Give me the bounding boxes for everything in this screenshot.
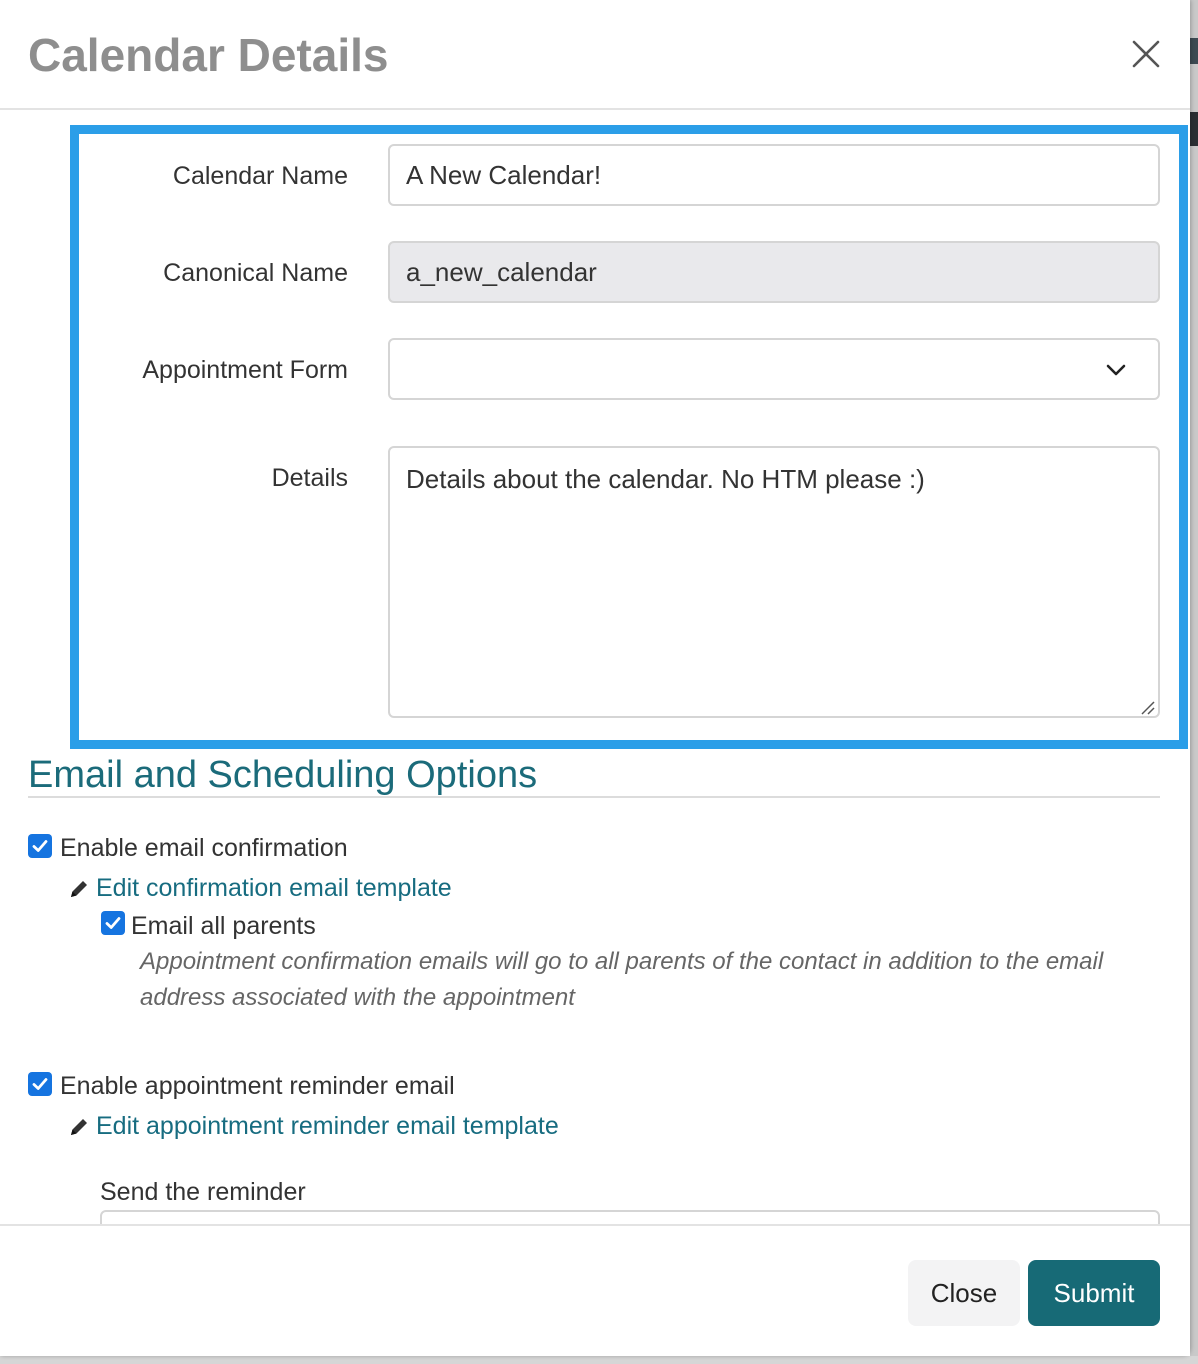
submit-button[interactable]: Submit — [1028, 1260, 1160, 1326]
edit-confirmation-template-link[interactable]: Edit confirmation email template — [96, 874, 452, 902]
enable-reminder-label[interactable]: Enable appointment reminder email — [60, 1072, 455, 1100]
email-all-parents-checkbox[interactable] — [101, 911, 125, 935]
backdrop-fragment — [1190, 38, 1198, 64]
appointment-form-label: Appointment Form — [142, 356, 348, 384]
pencil-icon — [68, 878, 90, 900]
enable-reminder-checkbox[interactable] — [28, 1072, 52, 1096]
chevron-down-icon — [1104, 358, 1128, 382]
calendar-name-label: Calendar Name — [172, 162, 348, 190]
close-icon[interactable] — [1126, 34, 1166, 74]
checkbox-checked-icon — [31, 837, 49, 855]
email-all-parents-label[interactable]: Email all parents — [131, 912, 316, 940]
section-heading: Email and Scheduling Options — [28, 754, 538, 796]
send-reminder-label: Send the reminder — [100, 1178, 306, 1206]
enable-email-confirmation-label[interactable]: Enable email confirmation — [60, 834, 348, 862]
enable-email-confirmation-checkbox[interactable] — [28, 834, 52, 858]
close-button[interactable]: Close — [908, 1260, 1020, 1326]
resize-grip-icon[interactable] — [1138, 698, 1156, 716]
modal-title: Calendar Details — [28, 29, 389, 81]
checkbox-checked-icon — [104, 914, 122, 932]
appointment-form-select[interactable] — [388, 338, 1160, 400]
canonical-name-label: Canonical Name — [163, 259, 348, 287]
edit-reminder-template-link[interactable]: Edit appointment reminder email template — [96, 1112, 559, 1140]
modal-header — [0, 0, 1190, 110]
canonical-name-input[interactable] — [388, 241, 1160, 303]
modal-body — [0, 110, 1190, 1224]
calendar-name-input[interactable] — [388, 144, 1160, 206]
checkbox-checked-icon — [31, 1075, 49, 1093]
backdrop-right — [1190, 0, 1198, 1364]
modal-footer — [0, 1224, 1190, 1356]
details-textarea[interactable] — [388, 446, 1160, 718]
backdrop-fragment — [1190, 112, 1198, 146]
email-all-parents-help: Appointment confirmation emails will go to all parents of the contact in addition to the email address associated with the appointment — [140, 948, 1104, 1011]
pencil-icon — [68, 1116, 90, 1138]
section-divider — [28, 796, 1160, 798]
backdrop-bottom — [0, 1356, 1198, 1364]
send-reminder-select[interactable] — [100, 1210, 1160, 1224]
details-label: Details — [271, 464, 348, 492]
